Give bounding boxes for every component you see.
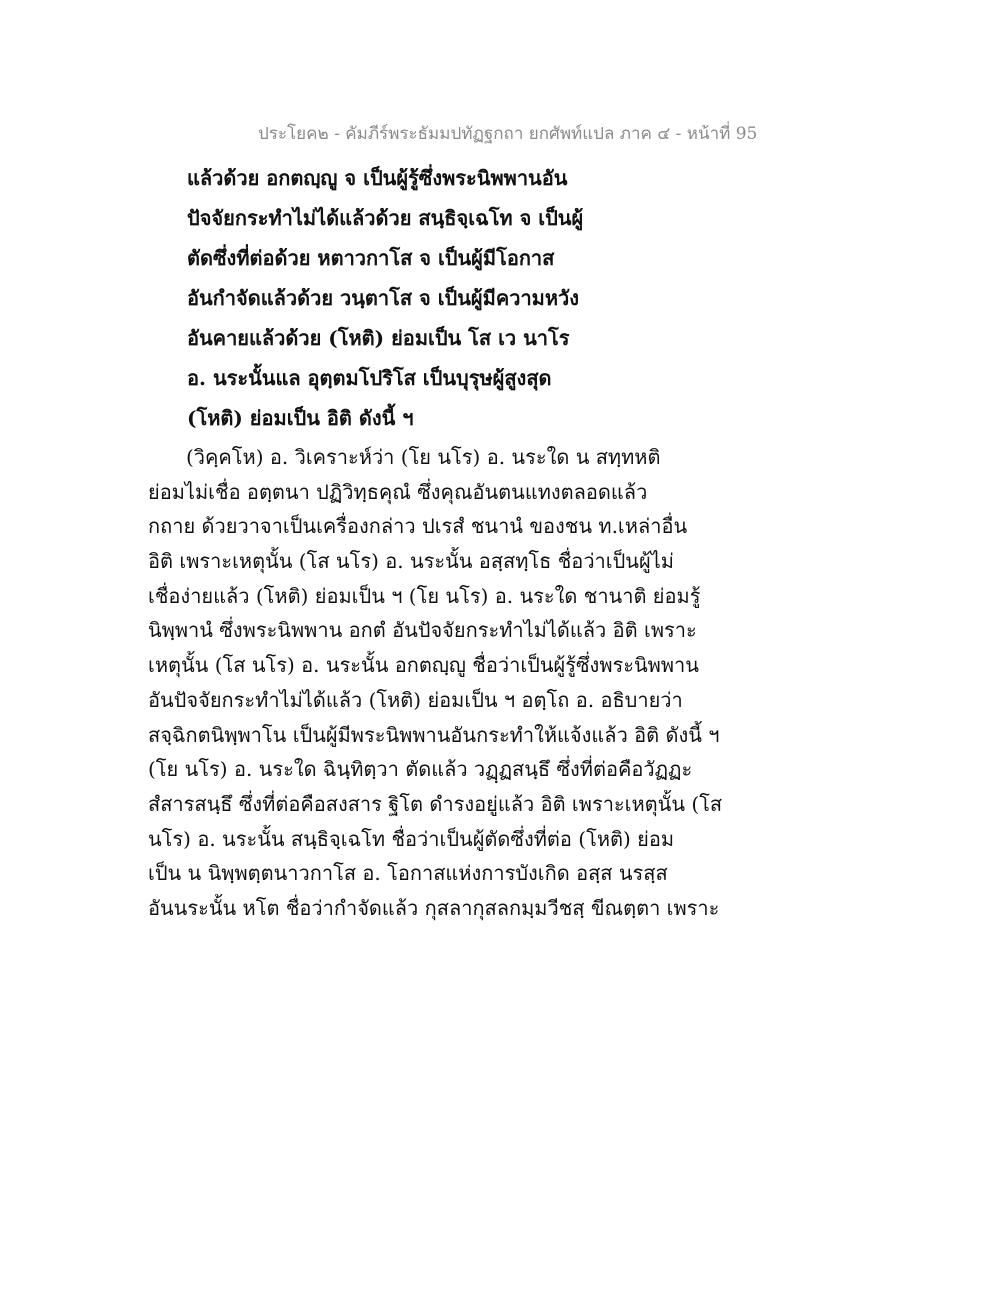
bold-line: ตัดซึ่งที่ต่อด้วย หตาวกาโส จ เป็นผู้มีโอกาส — [187, 246, 555, 270]
body-line: นิพฺพานํ ซึ่งพระนิพพาน อกตํ อันปัจจัยกระทำไม่ได้แล้ว อิติ เพราะ — [148, 618, 697, 643]
body-line: เหตุนั้น (โส นโร) อ. นระนั้น อกตญฺญู ชื่อว่าเป็นผู้รู้ซึ่งพระนิพพาน — [148, 653, 699, 678]
bold-line: ปัจจัยกระทำไม่ได้แล้วด้วย สนฺธิจฺเฉโท จ เป็นผู้ — [187, 206, 584, 230]
body-line: สจฺฉิกตนิพฺพาโน เป็นผู้มีพระนิพพานอันกระทำให้แจ้งแล้ว อิติ ดังนี้ ฯ — [148, 722, 720, 747]
body-line: เชื่อง่ายแล้ว (โหติ) ย่อมเป็น ฯ (โย นโร) อ. นระใด ชานาติ ย่อมรู้ — [148, 583, 701, 608]
body-line: อันนระนั้น หโต ชื่อว่ากำจัดแล้ว กุสลากุสลกมฺมวีชสฺ ขีณตฺตา เพราะ — [148, 895, 720, 920]
body-line: อิติ เพราะเหตุนั้น (โส นโร) อ. นระนั้น อสฺสทฺโธ ชื่อว่าเป็นผู้ไม่ — [148, 549, 674, 574]
commentary-body — [148, 440, 768, 926]
bold-line: แล้วด้วย อกตญฺญู จ เป็นผู้รู้ซึ่งพระนิพพานอัน — [187, 166, 568, 190]
body-line: ย่อมไม่เชื่อ อตฺตนา ปฏิวิทฺธคุณํ ซึ่งคุณอันตนแทงตลอดแล้ว — [148, 479, 648, 504]
bold-translation-block — [187, 158, 727, 438]
bold-line: อ. นระนั้นแล อุตฺตมโปริโส เป็นบุรุษผู้สูงสุด — [187, 366, 552, 390]
bold-line: อันคายแล้วด้วย (โหติ) ย่อมเป็น โส เว นาโร — [187, 326, 570, 350]
body-line: เป็น น นิพฺพตฺตนาวกาโส อ. โอกาสแห่งการบังเกิด อสฺส นรสฺส — [148, 861, 668, 886]
bold-line: (โหติ) ย่อมเป็น อิติ ดังนี้ ฯ — [187, 406, 414, 430]
body-line: (วิคฺคโห) อ. วิเคราะห์ว่า (โย นโร) อ. นระใด น สทฺทหติ — [186, 445, 661, 469]
body-line: อันปัจจัยกระทำไม่ได้แล้ว (โหติ) ย่อมเป็น ฯ อตฺโถ อ. อธิบายว่า — [148, 687, 683, 712]
body-line: กถาย ด้วยวาจาเป็นเครื่องกล่าว ปเรสํ ชนานํ ของชน ท.เหล่าอื่น — [148, 514, 688, 539]
page-header: ประโยค๒ - คัมภีร์พระธัมมปทัฏฐกถา ยกศัพท์แปล ภาค ๔ - หน้าที่ 95 — [258, 124, 758, 144]
bold-line: อันกำจัดแล้วด้วย วนฺตาโส จ เป็นผู้มีความหวัง — [187, 286, 580, 310]
body-line: สํสารสนฺธึ ซึ่งที่ต่อคือสงสาร ฐิโต ดำรงอยู่แล้ว อิติ เพราะเหตุนั้น (โส — [148, 791, 723, 816]
body-line: นโร) อ. นระนั้น สนฺธิจฺเฉโท ชื่อว่าเป็นผู้ตัดซึ่งที่ต่อ (โหติ) ย่อม — [148, 826, 675, 851]
body-line: (โย นโร) อ. นระใด ฉินฺทิตฺวา ตัดแล้ว วฏฺฏสนฺธึ ซึ่งที่ต่อคือวัฏฏะ — [148, 757, 693, 782]
